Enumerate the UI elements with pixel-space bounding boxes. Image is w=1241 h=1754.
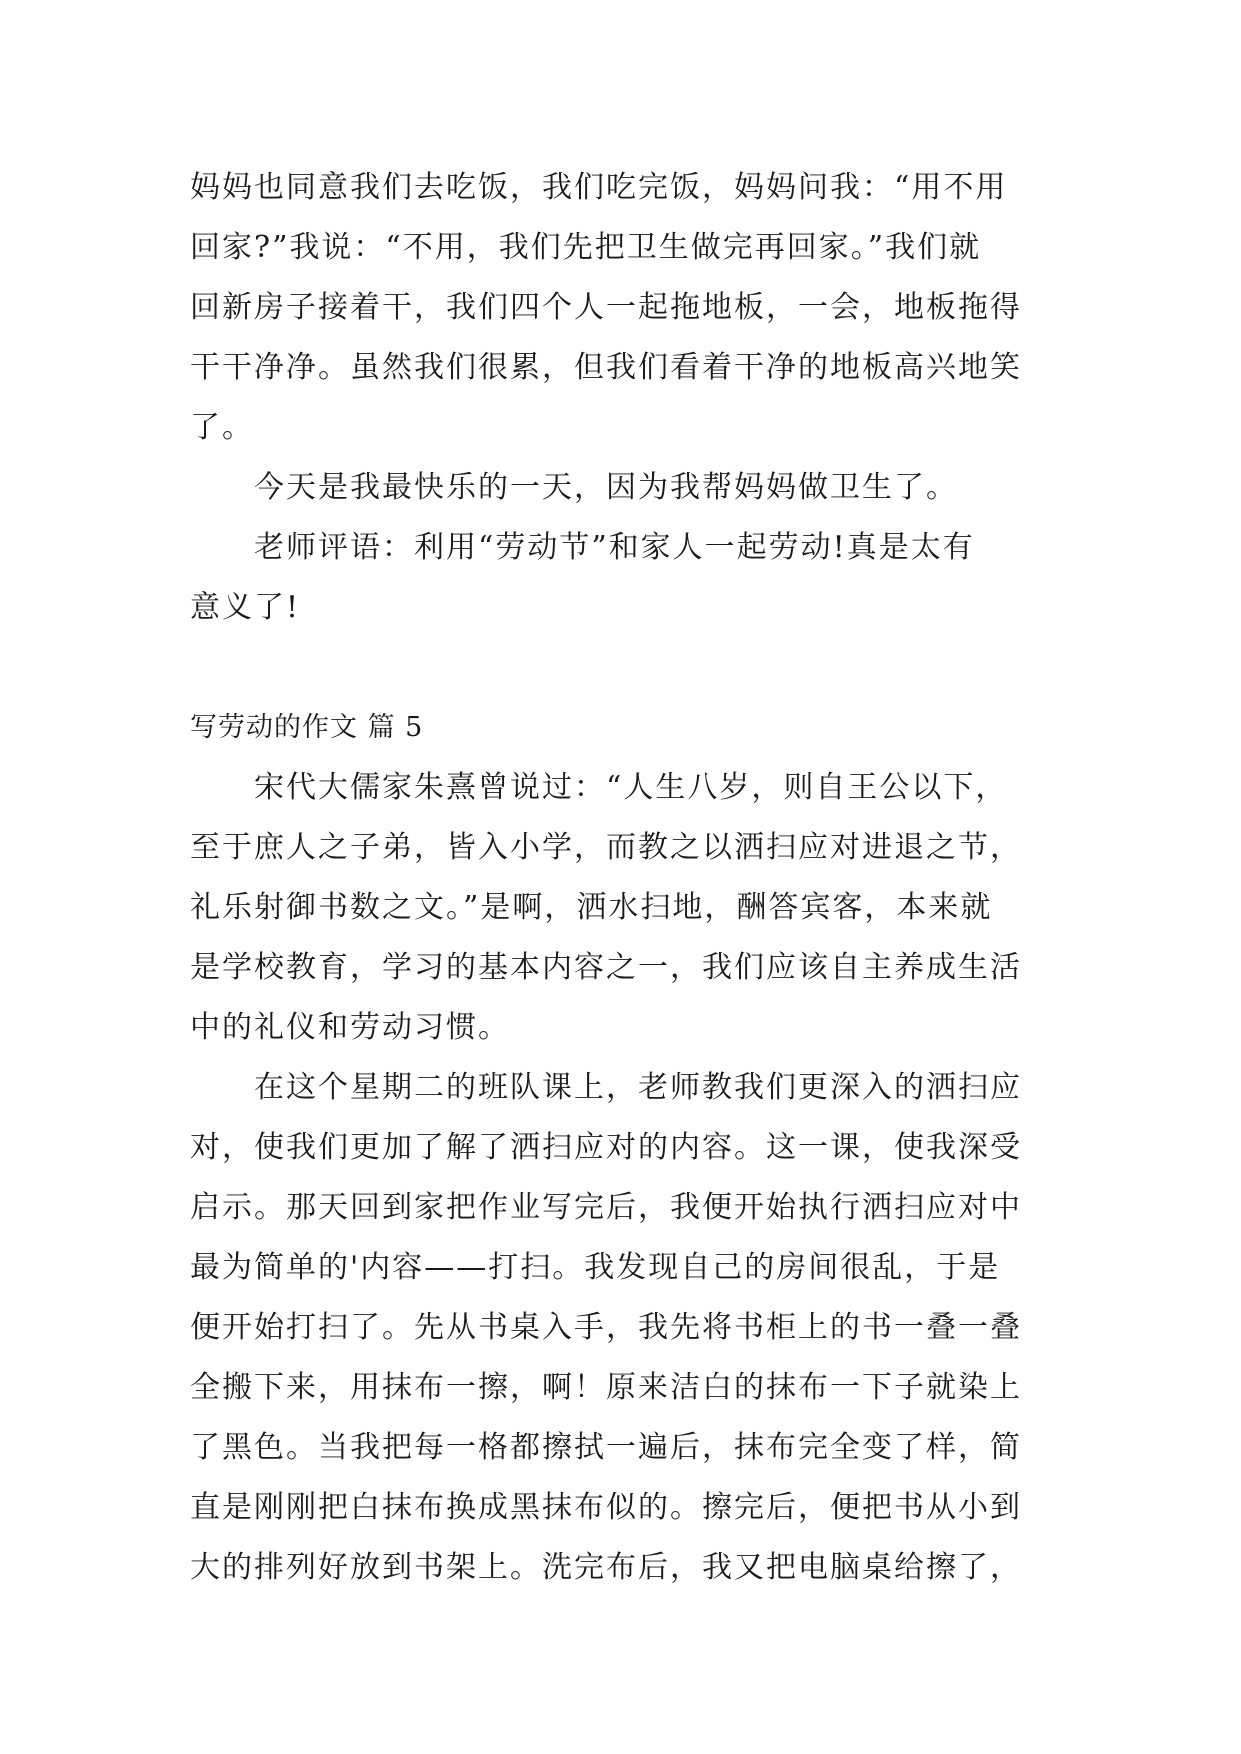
- text-line: 至于庶人之子弟，皆入小学，而教之以洒扫应对进退之节，: [190, 830, 1022, 865]
- text-line: 中的礼仪和劳动习惯。: [190, 1010, 510, 1045]
- text-line: 便开始打扫了。先从书桌入手，我先将书柜上的书一叠一叠: [190, 1310, 1022, 1345]
- text-line: 了。: [190, 410, 254, 445]
- text-line: 干干净净。虽然我们很累，但我们看着干净的地板高兴地笑: [190, 350, 1022, 385]
- text-line: 在这个星期二的班队课上，老师教我们更深入的洒扫应: [254, 1070, 1022, 1105]
- text-line: 今天是我最快乐的一天，因为我帮妈妈做卫生了。: [254, 470, 958, 505]
- text-line: 是学校教育，学习的基本内容之一，我们应该自主养成生活: [190, 950, 1022, 985]
- text-line: 了黑色。当我把每一格都擦拭一遍后，抹布完全变了样，简: [190, 1430, 1022, 1465]
- text-line: 全搬下来，用抹布一擦，啊！原来洁白的抹布一下子就染上: [190, 1370, 1022, 1405]
- text-line: 大的排列好放到书架上。洗完布后，我又把电脑桌给擦了，: [190, 1550, 1022, 1585]
- text-line: 对，使我们更加了解了洒扫应对的内容。这一课，使我深受: [190, 1130, 1022, 1165]
- text-line: 老师评语：利用“劳动节”和家人一起劳动!真是太有: [254, 530, 975, 565]
- teacher-comment: [190, 518, 1070, 638]
- text-line: 启示。那天回到家把作业写完后，我便开始执行洒扫应对中: [190, 1190, 1022, 1225]
- section-heading: 写劳动的作文 篇 5: [190, 712, 424, 743]
- text-line: 回家?”我说：“不用，我们先把卫生做完再回家。”我们就: [190, 230, 982, 265]
- text-line: 最为简单的'内容——打扫。我发现自己的房间很乱，于是: [190, 1250, 1001, 1285]
- text-line: 宋代大儒家朱熹曾说过：“人生八岁，则自王公以下，: [254, 770, 1008, 805]
- text-line: 妈妈也同意我们去吃饭，我们吃完饭，妈妈问我：“用不用: [190, 170, 1008, 205]
- section-gap: [190, 638, 1070, 698]
- text-line: 礼乐射御书数之文。”是啊，洒水扫地，酬答宾客，本来就: [190, 890, 993, 925]
- paragraph-5: [190, 1058, 1070, 1598]
- paragraph-1: [190, 158, 1070, 458]
- text-line: 意义了!: [190, 590, 301, 625]
- text-line: 直是刚刚把白抹布换成黑抹布似的。擦完后，便把书从小到: [190, 1490, 1022, 1525]
- paragraph-4: [190, 758, 1070, 1058]
- document-body: [190, 158, 1070, 1598]
- text-line: 回新房子接着干，我们四个人一起拖地板，一会，地板拖得: [190, 290, 1022, 325]
- paragraph-2: [190, 458, 1070, 518]
